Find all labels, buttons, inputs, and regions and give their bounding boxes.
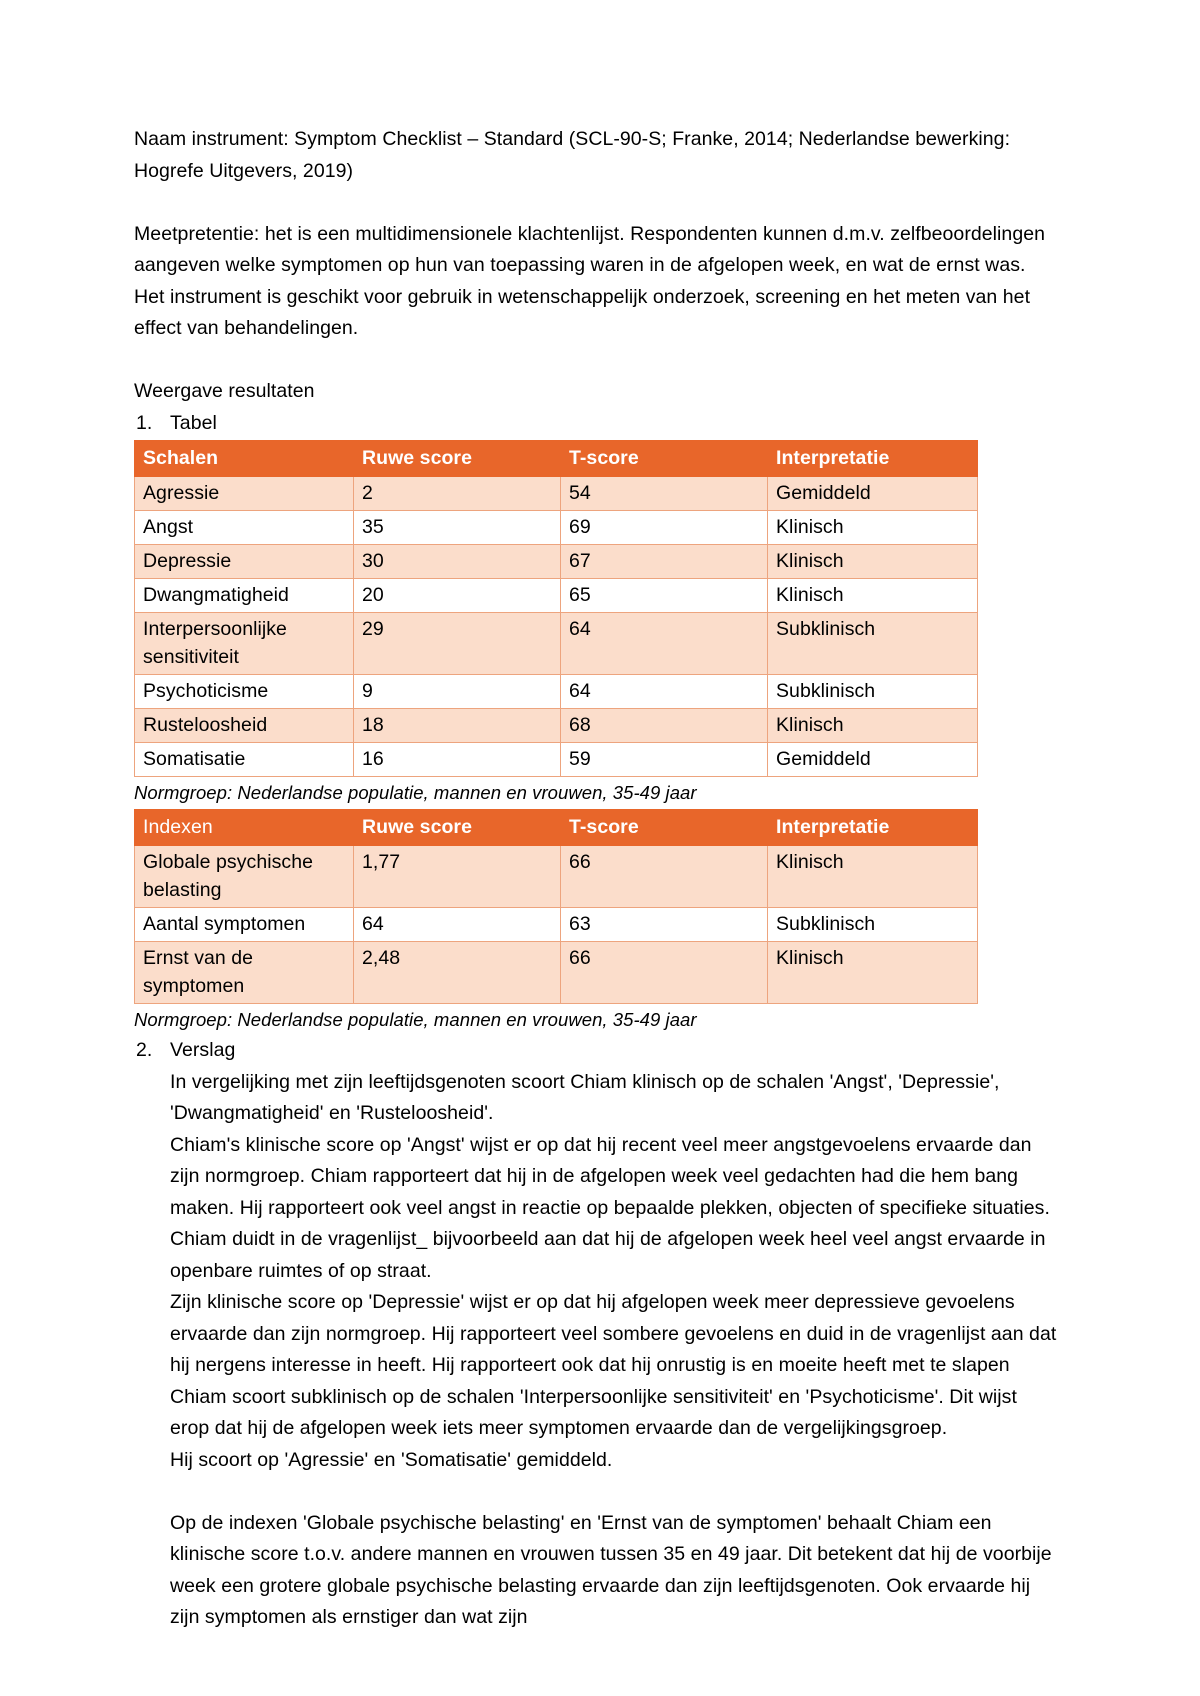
table-row xyxy=(135,942,978,1004)
indexes-table xyxy=(134,809,978,1004)
cell-schaal: Angst xyxy=(135,511,354,545)
table-header-row xyxy=(135,810,978,846)
cell-ruwe-score: 20 xyxy=(354,579,561,613)
list-number-2: 2. xyxy=(136,1039,153,1061)
cell-index: Aantal symptomen xyxy=(135,908,354,942)
instrument-name-line: Naam instrument: Symptom Checklist – Standard (SCL-90-S; Franke, 2014; Nederlandse bewerking: Hogrefe Uitgevers, 2019) xyxy=(134,128,1011,182)
cell-interpretatie: Gemiddeld xyxy=(768,743,978,777)
verslag-paragraph-4: Chiam scoort subklinisch op de schalen 'Interpersoonlijke sensitiviteit' en 'Psychoticisme'. Dit wijst erop dat hij de afgelopen week iets meer symptomen ervaarde dan de vergelijkingsgroep. xyxy=(170,1385,1017,1439)
cell-ruwe-score: 64 xyxy=(354,908,561,942)
cell-ruwe-score: 1,77 xyxy=(354,846,561,908)
cell-t-score: 67 xyxy=(561,545,768,579)
column-header-t-score: T-score xyxy=(561,810,768,846)
paragraph-spacer xyxy=(134,345,1060,377)
cell-ruwe-score: 9 xyxy=(354,675,561,709)
cell-interpretatie: Klinisch xyxy=(768,545,978,579)
cell-t-score: 63 xyxy=(561,908,768,942)
cell-ruwe-score: 30 xyxy=(354,545,561,579)
scales-table xyxy=(134,440,978,777)
table-header-row xyxy=(135,441,978,477)
cell-t-score: 69 xyxy=(561,511,768,545)
cell-index: Globale psychische belasting xyxy=(135,846,354,908)
paragraph-spacer xyxy=(134,187,1060,219)
column-header-indexen: Indexen xyxy=(135,810,354,846)
table-row xyxy=(135,545,978,579)
table-row xyxy=(135,743,978,777)
cell-schaal: Psychoticisme xyxy=(135,675,354,709)
cell-ruwe-score: 2 xyxy=(354,477,561,511)
cell-t-score: 66 xyxy=(561,942,768,1004)
cell-schaal: Agressie xyxy=(135,477,354,511)
cell-t-score: 64 xyxy=(561,613,768,675)
cell-ruwe-score: 18 xyxy=(354,709,561,743)
cell-t-score: 66 xyxy=(561,846,768,908)
cell-t-score: 68 xyxy=(561,709,768,743)
cell-schaal: Dwangmatigheid xyxy=(135,579,354,613)
cell-interpretatie: Gemiddeld xyxy=(768,477,978,511)
cell-index: Ernst van de symptomen xyxy=(135,942,354,1004)
table-row xyxy=(135,511,978,545)
table-row xyxy=(135,908,978,942)
cell-schaal: Rusteloosheid xyxy=(135,709,354,743)
column-header-t-score: T-score xyxy=(561,441,768,477)
document-body xyxy=(134,124,1060,1634)
cell-interpretatie: Klinisch xyxy=(768,846,978,908)
scales-table-wrapper xyxy=(134,440,1060,777)
verslag-paragraph-2: Chiam's klinische score op 'Angst' wijst er op dat hij recent veel meer angstgevoelens ervaarde dan zijn normgroep. Chiam rapporteert dat hij in de afgelopen week veel gedachten had die hem bang maken. Hij rapporteert ook veel angst in reactie op bepaalde plekken, objecten of specifieke situaties. Chiam duidt in de vragenlijst_ bijvoorbeeld aan dat hij de afgelopen week heel veel angst ervaarde in openbare ruimtes of op straat. xyxy=(170,1133,1050,1282)
cell-schaal: Interpersoonlijke sensitiviteit xyxy=(135,613,354,675)
cell-interpretatie: Subklinisch xyxy=(768,613,978,675)
cell-ruwe-score: 2,48 xyxy=(354,942,561,1004)
column-header-interpretatie: Interpretatie xyxy=(768,810,978,846)
verslag-paragraph-3: Zijn klinische score op 'Depressie' wijst er op dat hij afgelopen week meer depressieve gevoelens ervaarde dan zijn normgroep. Hij rapporteert veel sombere gevoelens en duid in de vragenlijst aan dat hij nergens interesse in heeft. Hij rapporteert ook dat hij onrustig is en moeite heeft met te slapen xyxy=(170,1291,1057,1376)
indexes-table-body xyxy=(135,846,978,1004)
list-item-tabel xyxy=(134,408,1060,440)
list-label-tabel: Tabel xyxy=(170,411,217,434)
scales-table-body xyxy=(135,477,978,777)
column-header-ruwe-score: Ruwe score xyxy=(354,441,561,477)
table-row xyxy=(135,709,978,743)
cell-t-score: 59 xyxy=(561,743,768,777)
cell-interpretatie: Subklinisch xyxy=(768,675,978,709)
cell-t-score: 65 xyxy=(561,579,768,613)
normgroep-note-scales: Normgroep: Nederlandse populatie, mannen en vrouwen, 35-49 jaar xyxy=(134,782,697,803)
column-header-schalen: Schalen xyxy=(135,441,354,477)
meetpretentie-paragraph: Meetpretentie: het is een multidimensionele klachtenlijst. Respondenten kunnen d.m.v. zelfbeoordelingen aangeven welke symptomen op hun van toepassing waren in de afgelopen week, en wat de ernst was. Het instrument is geschikt voor gebruik in wetenschappelijk onderzoek, screening en het meten van het effect van behandelingen. xyxy=(134,222,1046,339)
cell-interpretatie: Klinisch xyxy=(768,511,978,545)
column-header-interpretatie: Interpretatie xyxy=(768,441,978,477)
cell-t-score: 64 xyxy=(561,675,768,709)
normgroep-note-indexes: Normgroep: Nederlandse populatie, mannen en vrouwen, 35-49 jaar xyxy=(134,1009,697,1030)
cell-ruwe-score: 35 xyxy=(354,511,561,545)
table-row xyxy=(135,675,978,709)
cell-t-score: 54 xyxy=(561,477,768,511)
cell-schaal: Depressie xyxy=(135,545,354,579)
cell-interpretatie: Klinisch xyxy=(768,942,978,1004)
list-number-1: 1. xyxy=(136,411,153,434)
cell-interpretatie: Klinisch xyxy=(768,709,978,743)
verslag-paragraph-1: In vergelijking met zijn leeftijdsgenoten scoort Chiam klinisch op de schalen 'Angst', 'Depressie', 'Dwangmatigheid' en 'Rusteloosheid'. xyxy=(170,1070,1000,1124)
section-heading-weergave-resultaten: Weergave resultaten xyxy=(134,380,315,402)
indexes-table-head xyxy=(135,810,978,846)
verslag-paragraph-5: Hij scoort op 'Agressie' en 'Somatisatie' gemiddeld. xyxy=(170,1448,613,1471)
list-item-verslag xyxy=(134,1035,1060,1067)
list-label-verslag: Verslag xyxy=(170,1039,236,1061)
table-row xyxy=(135,846,978,908)
cell-ruwe-score: 16 xyxy=(354,743,561,777)
cell-interpretatie: Klinisch xyxy=(768,579,978,613)
table-row xyxy=(135,477,978,511)
column-header-ruwe-score: Ruwe score xyxy=(354,810,561,846)
indexes-table-wrapper xyxy=(134,809,1060,1004)
cell-ruwe-score: 29 xyxy=(354,613,561,675)
table-row xyxy=(135,579,978,613)
table-row xyxy=(135,613,978,675)
cell-schaal: Somatisatie xyxy=(135,743,354,777)
scales-table-head xyxy=(135,441,978,477)
paragraph-spacer xyxy=(170,1476,1060,1508)
cell-interpretatie: Subklinisch xyxy=(768,908,978,942)
verslag-paragraph-6: Op de indexen 'Globale psychische belasting' en 'Ernst van de symptomen' behaalt Chiam een klinische score t.o.v. andere mannen en vrouwen tussen 35 en 49 jaar. Dit betekent dat hij de voorbije week een grotere globale psychische belasting ervaarde dan zijn leeftijdsgenoten. Ook ervaarde hij zijn symptomen als ernstiger dan wat zijn xyxy=(170,1511,1052,1628)
verslag-text-block xyxy=(134,1067,1060,1634)
